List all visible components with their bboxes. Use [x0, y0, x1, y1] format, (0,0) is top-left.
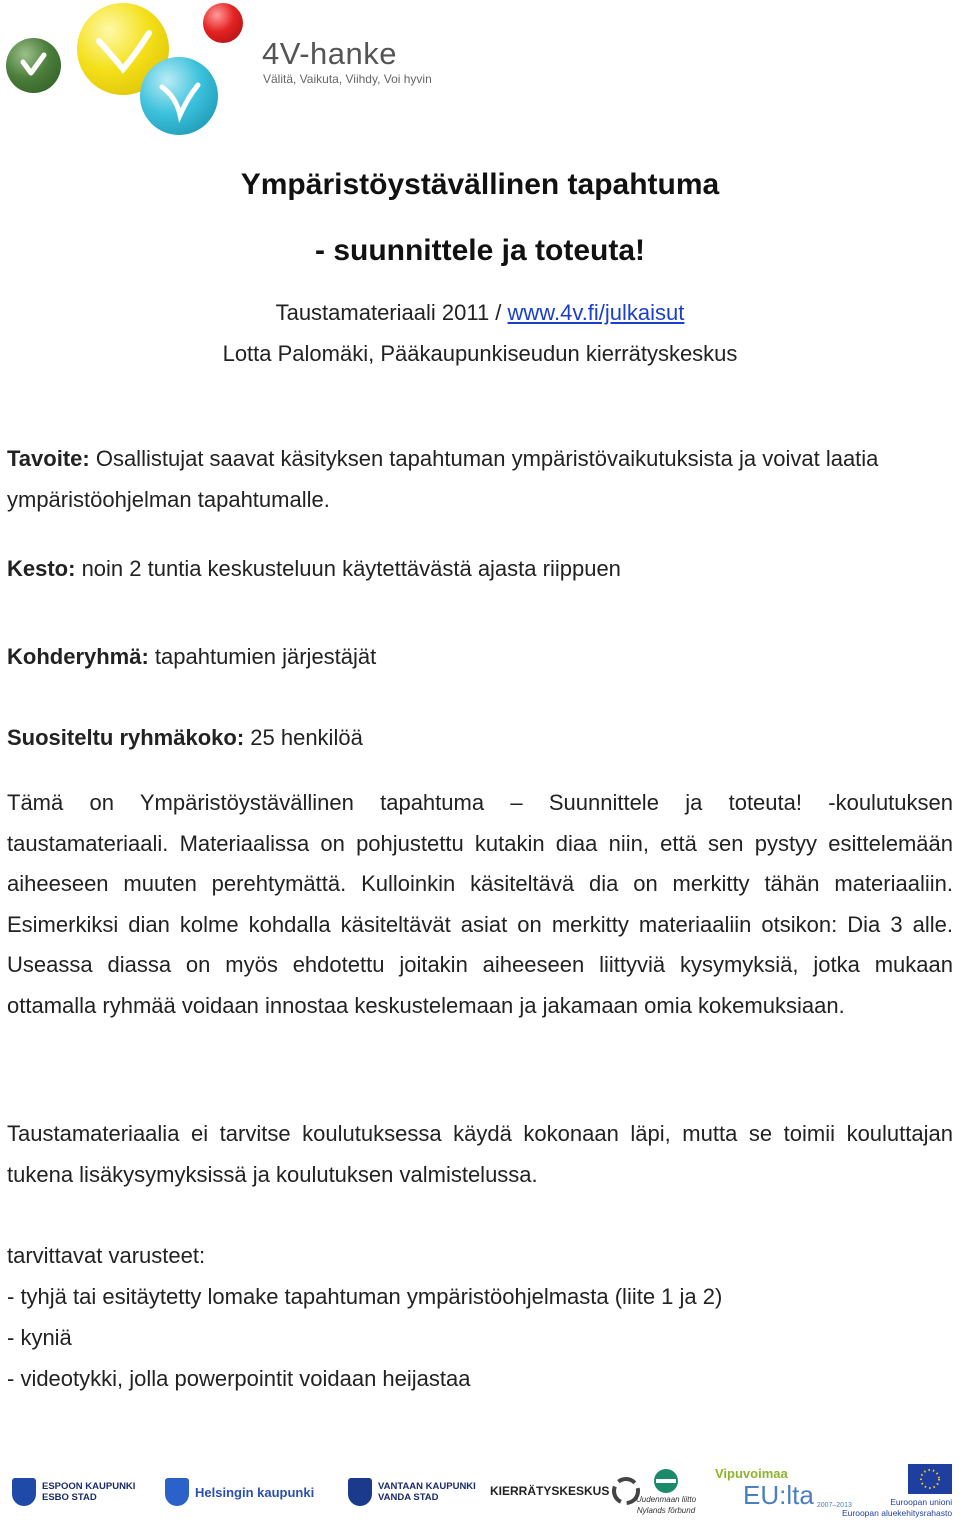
publications-link[interactable]: www.4v.fi/julkaisut — [507, 300, 685, 325]
kohderyhma-label: Kohderyhmä: — [7, 644, 149, 669]
vantaa-shield-icon — [348, 1478, 372, 1506]
material-prefix: Taustamateriaali 2011 / — [275, 300, 508, 325]
kierratyskeskus-logo — [490, 1474, 643, 1508]
logo-title: 4V-hanke — [262, 36, 397, 71]
ryhmakoko-label: Suositeltu ryhmäkoko: — [7, 725, 245, 750]
usage-paragraph: Taustamateriaalia ei tarvitse koulutuksessa käydä kokonaan läpi, mutta se toimii kouluttajan tukena lisäkysymyksissä ja koulutuksen valmistelussa. — [7, 1121, 953, 1187]
equipment-heading: tarvittavat varusteet: — [7, 1243, 206, 1268]
kohderyhma-section — [7, 637, 953, 678]
kesto-label: Kesto: — [7, 556, 76, 581]
uudenmaan-liitto-logo — [636, 1468, 696, 1516]
vantaa-name-sv: VANDA STAD — [378, 1492, 439, 1503]
kohderyhma-text: tapahtumien järjestäjät — [148, 644, 377, 669]
eu-name: Euroopan unioni — [890, 1497, 953, 1507]
tavoite-label: Tavoite: — [7, 446, 90, 471]
kesto-section — [7, 549, 953, 590]
regional-emblem-icon — [651, 1468, 681, 1494]
eu-logo — [842, 1464, 952, 1519]
material-reference — [0, 300, 960, 326]
ryhmakoko-section — [7, 718, 953, 759]
ryhmakoko-text: 25 henkilöä — [244, 725, 363, 750]
page-title: Ympäristöystävällinen tapahtuma — [240, 168, 720, 201]
vipuvoimaa-text: Vipuvoimaa — [715, 1466, 788, 1481]
equipment-item: - kyniä — [7, 1325, 72, 1350]
espoo-shield-icon — [12, 1478, 36, 1506]
logo-tagline: Välitä, Vaikuta, Viihdy, Voi hyvin — [263, 72, 432, 86]
uudenmaan-liitto-name: Uudenmaan liitto — [636, 1495, 697, 1504]
author-line: Lotta Palomäki, Pääkaupunkiseudun kierrätyskeskus — [222, 341, 738, 366]
eulta-text: EU:lta — [743, 1480, 814, 1510]
green-ball-check-icon — [6, 38, 61, 93]
partner-logos — [0, 1460, 960, 1526]
espoo-name-sv: ESBO STAD — [42, 1492, 97, 1503]
eulta-years: 2007–2013 — [816, 1502, 852, 1509]
espoo-logo — [12, 1478, 135, 1506]
equipment-item: - videotykki, jolla powerpointit voidaan heijastaa — [7, 1366, 471, 1391]
intro-paragraph: Tämä on Ympäristöystävällinen tapahtuma – Suunnittele ja toteuta! -koulutuksen taustamateriaali. Materiaalissa on pohjustettu kutakin diaa niin, että sen pystyy esittelemään aiheeseen muuten perehtymättä. Kulloinkin käsiteltävä dia on merkitty tähän materiaaliin. Esimerkiksi dian kolme kohdalla käsiteltävät asiat on merkitty materiaaliin otsikon: Dia 3 alle. Useassa diassa on myös ehdotettu joitakin aiheeseen liittyviä kysymyksiä, jotka mukaan ottamalla ryhmää voidaan innostaa keskustelemaan ja jakamaan omia kokemuksiaan. — [7, 790, 953, 1018]
espoo-name: ESPOON KAUPUNKI — [42, 1481, 136, 1492]
helsinki-shield-icon — [165, 1478, 189, 1506]
kesto-text: noin 2 tuntia keskusteluun käytettävästä ajasta riippuen — [75, 556, 621, 581]
page-subtitle: - suunnittele ja toteuta! — [315, 234, 645, 267]
eu-flag-icon — [908, 1464, 952, 1494]
kierratyskeskus-name: KIERRÄTYSKESKUS — [490, 1483, 610, 1498]
tavoite-section — [7, 439, 953, 520]
blue-ball-icon — [140, 57, 218, 135]
vantaa-name: VANTAAN KAUPUNKI — [378, 1481, 476, 1492]
vantaa-logo — [348, 1478, 476, 1506]
helsinki-name: Helsingin kaupunki — [195, 1484, 315, 1500]
4v-hanke-logo — [0, 0, 480, 130]
vipuvoimaa-logo — [715, 1466, 852, 1509]
uudenmaan-liitto-name-sv: Nylands förbund — [636, 1506, 696, 1515]
red-ball-icon — [203, 3, 243, 43]
equipment-item: - tyhjä tai esitäytetty lomake tapahtuman ympäristöohjelmasta (liite 1 ja 2) — [7, 1284, 723, 1309]
tavoite-text: Osallistujat saavat käsityksen tapahtuman ympäristövaikutuksista ja voivat laatia ympäristöohjelman tapahtumalle. — [7, 446, 879, 512]
eu-fund-name: Euroopan aluekehitysrahasto — [842, 1508, 953, 1518]
helsinki-logo — [165, 1478, 314, 1506]
